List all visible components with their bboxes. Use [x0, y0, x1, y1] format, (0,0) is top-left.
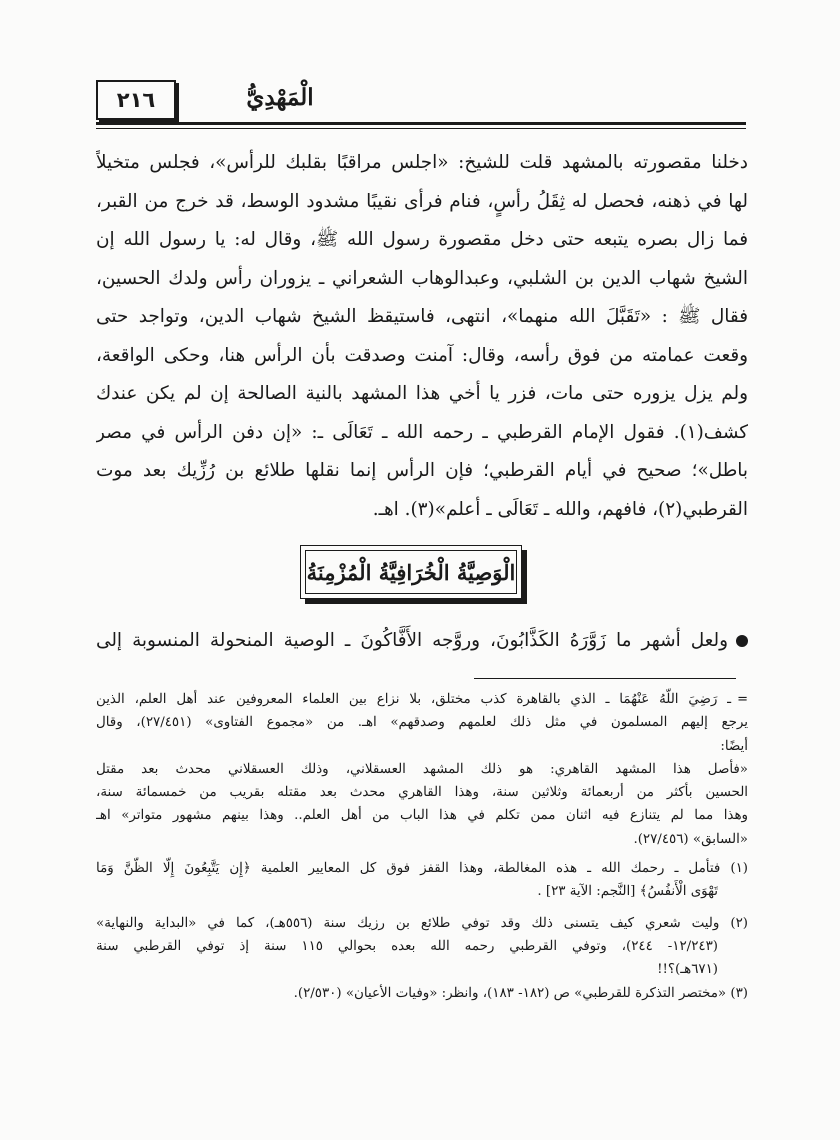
footnote-line: (١٢/٢٤٣- ٢٤٤)، وتوفي القرطبي رحمه الله بعده بحوالي ١١٥ سنة إذ توفي القرطبي سنة	[96, 938, 718, 954]
continuation-mark: =	[737, 692, 748, 707]
text-line: الشيخ شهاب الدين بن الشلبي، وعبدالوهاب الشعراني ـ يزوران رأس ولدك الحسين،	[96, 267, 748, 289]
footnote-2: (٢) وليت شعري كيف يتسنى ذلك وقد توفي طلائع بن رزيك سنة (٥٥٦هـ)، كما في «البداية والنهاية»	[96, 915, 748, 931]
section-first-line-text: ولعل أشهر ما زَوَّرَهُ الكَذَّابُونَ، وروَّجه الأَفَّاكُونَ ـ الوصية المنحولة المنسوبة إلى	[96, 630, 728, 651]
text-line: ولم يزل يزوره حتى مات، فزر يا أخي هذا المشهد بالنية الصالحة إن لم يكن عندك	[96, 383, 748, 404]
page-number-box	[96, 80, 176, 120]
header-rule-thin	[96, 128, 746, 129]
footnote-line: تَهْوَى الْأَنفُسُ﴾ [النَّجم: الآية ٢٣] .	[537, 884, 718, 900]
running-head: الْمَهْدِيُّ	[246, 84, 314, 111]
footnote-line: وهذا مما لم يتنازع فيه اثنان ممن تكلم في هذا الباب من أهل العلم.. وهذا بينهم مشهور متواتر» اهـ	[96, 808, 748, 824]
footnote-line	[96, 688, 748, 711]
bullet-icon	[736, 635, 748, 647]
main-text	[96, 144, 748, 529]
footnote-line: «السابق» (٢٧/٤٥٦).	[633, 831, 748, 847]
footnote-line-text: ـ رَضِيَ اللَّهُ عَنْهُمَا ـ الذي بالقاهرة كذب مختلق، بلا نزاع بين العلماء المعروفين عند أهل العلم، الذين	[96, 692, 732, 707]
footnote-1: (١) فتأمل ـ رحمك الله ـ هذه المغالطة، وهذا القفز فوق كل المعايير العلمية ﴿إِن يَتَّبِعُونَ إِلَّا الظَّنَّ وَمَا	[96, 861, 748, 877]
footnote-line: الحسين بأكثر من أربعمائة وثلاثين سنة، وهذا القاهري محدث بعد مقتله بقريب من خمسمائة سنة،	[96, 785, 748, 801]
footnote-line: (٦٧١هـ)؟!!	[657, 962, 718, 978]
text-line: باطل»؛ صحيح في أيام القرطبي؛ فإن الرأس إنما نقلها طلائع بن رُزِّيك بعد موت	[96, 460, 748, 481]
text-line: فقال ﷺ : «تَقَبَّلَ الله منهما»، انتهى، فاستيقظ الشيخ شهاب الدين، وتواجد حتى	[96, 306, 748, 327]
text-line: فما زال بصره يتبعه حتى دخل مقصورة رسول الله ﷺ، وقال له: يا رسول الله إن	[96, 229, 748, 250]
footnote-separator	[474, 678, 736, 679]
footnote-line: يرجع إليهم المسلمون في مثل ذلك لعلمهم وصدقهم» اهـ. من «مجموع الفتاوى» (٢٧/٤٥١)، وقال	[96, 715, 748, 731]
footnotes	[96, 688, 748, 1005]
page-number: ٢١٦	[116, 88, 156, 112]
text-line: القرطبي(٢)، فافهم، والله ـ تَعَالَى ـ أعلم»(٣). اهـ.	[372, 498, 748, 520]
section-first-line	[96, 622, 748, 660]
footnote-line: أيضًا:	[720, 738, 748, 754]
text-line: دخلنا مقصورته بالمشهد قلت للشيخ: «اجلس مراقبًا بقلبك للرأس»، فجلس متخيلاً	[96, 152, 748, 173]
text-line: كشف(١). فقول الإمام القرطبي ـ رحمه الله ـ تَعَالَى ـ: «إن دفن الرأس في مصر	[96, 421, 748, 443]
section-title: الْوَصِيَّةُ الْخُرَافِيَّةُ الْمُزْمِنَةُ	[305, 550, 517, 594]
header-rule-thick	[96, 122, 746, 125]
footnote-line: «فأصل هذا المشهد القاهري: هو ذلك المشهد العسقلاني، وذلك العسقلاني محدث بعد مقتل	[96, 761, 748, 777]
footnote-3: (٣) «مختصر التذكرة للقرطبي» ص (١٨٢- ١٨٣)، وانظر: «وفيات الأعيان» (٢/٥٣٠).	[293, 985, 748, 1001]
text-line: لها في ذهنه، فحصل له ثِقَلُ رأسٍ، فنام فرأى نقيبًا مشدود الوسط، قد خرج من القبر،	[96, 190, 748, 212]
section-title-box	[300, 545, 522, 599]
text-line: وقعت عمامته من فوق رأسه، وقال: آمنت وصدقت بأن الرأس هنا، وحكى الواقعة،	[96, 344, 748, 366]
